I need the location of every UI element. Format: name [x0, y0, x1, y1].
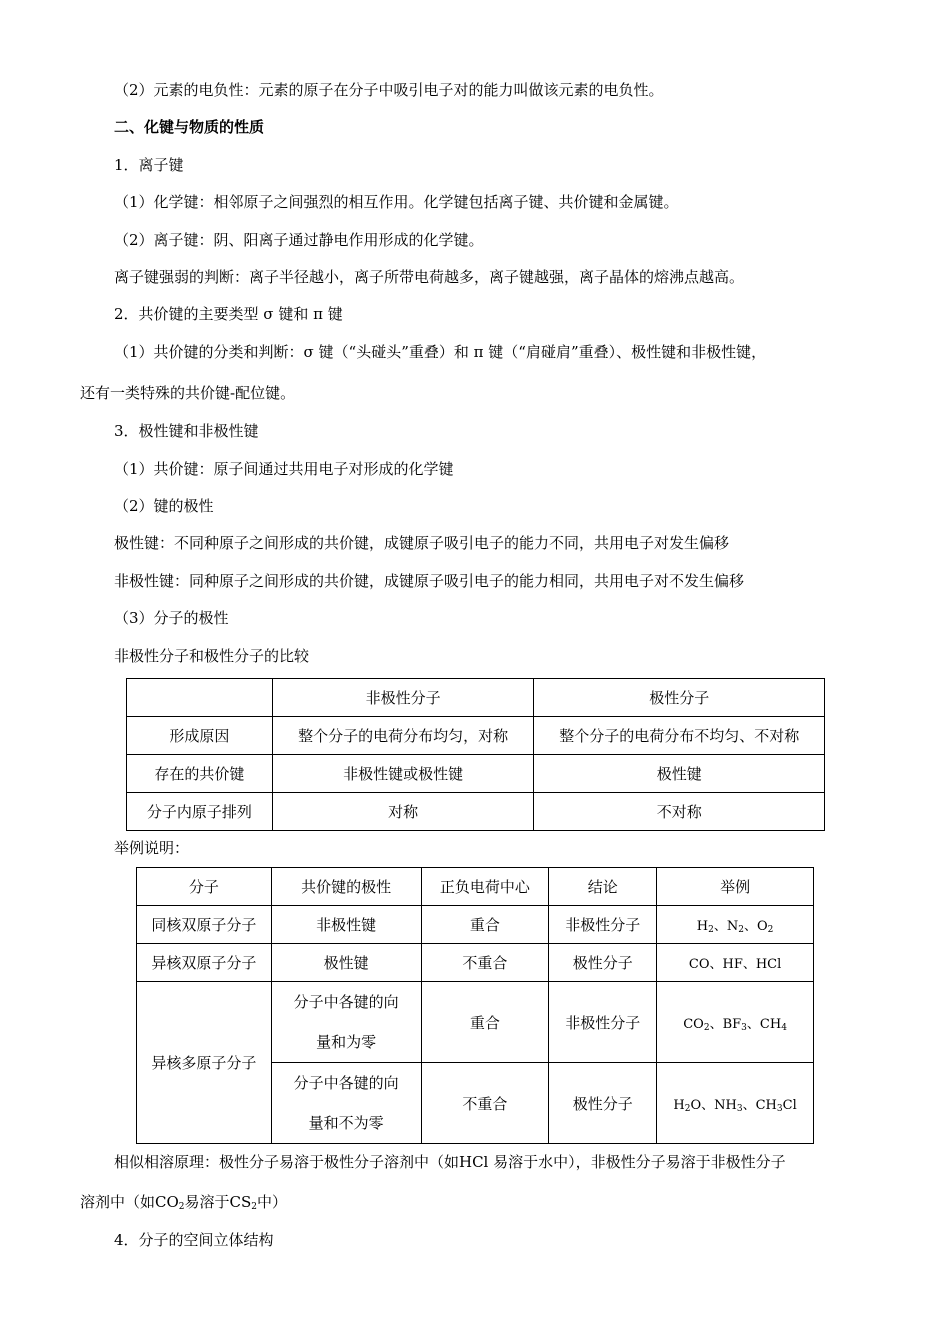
table-cell: 异核双原子分子 [137, 944, 272, 982]
table-cell: 重合 [421, 906, 549, 944]
table-cell: 极性分子 [549, 944, 657, 982]
table-cell: 极性键 [271, 944, 421, 982]
table-cell-formula: $H_2$、$N_2$、$O_2$ [657, 906, 814, 944]
text-line: 离子键强弱的判断：离子半径越小，离子所带电荷越多，离子键越强，离子晶体的熔沸点越高。 [114, 268, 745, 286]
table-cell: 极性键 [534, 755, 825, 793]
example-table [136, 867, 814, 1144]
table-cell: 不重合 [421, 944, 549, 982]
text-line: 相似相溶原理：极性分子易溶于极性分子溶剂中（如HCl 易溶于水中），非极性分子易溶于非极性分子 [114, 1153, 786, 1171]
text-line: 还有一类特殊的共价键-配位键。 [80, 384, 296, 402]
table-cell: 分子中各键的向 量和为零 [271, 982, 421, 1063]
table-cell: 异核多原子分子 [137, 982, 272, 1144]
subsection-heading: 1．离子键 [114, 156, 184, 174]
subsection-heading: 4．分子的空间立体结构 [114, 1231, 274, 1249]
table-header: 分子 [137, 868, 272, 906]
table-cell-formula: $H_2O$、$NH_3$、$CH_3Cl$ [657, 1063, 814, 1144]
table-cell: 形成原因 [127, 717, 273, 755]
table-cell: 整个分子的电荷分布不均匀、不对称 [534, 717, 825, 755]
table-cell: 整个分子的电荷分布均匀，对称 [272, 717, 534, 755]
table-header: 正负电荷中心 [421, 868, 549, 906]
table-cell: 非极性键 [271, 906, 421, 944]
text-line: （3）分子的极性 [114, 609, 229, 627]
table-cell: 对称 [272, 793, 534, 831]
table-header [127, 679, 273, 717]
table-header: 举例 [657, 868, 814, 906]
table-header: 非极性分子 [272, 679, 534, 717]
text-line: （1）共价键的分类和判断：σ 键（“头碰头”重叠）和 π 键（“肩碰肩”重叠）、极性键和非极性键， [114, 343, 767, 361]
table-cell-formula: $CO_2$、$BF_3$、$CH_4$ [657, 982, 814, 1063]
table-cell-formula: CO、HF、HCl [657, 944, 814, 982]
table-cell: 存在的共价键 [127, 755, 273, 793]
section-heading: 二、化键与物质的性质 [114, 118, 265, 136]
table-header: 结论 [549, 868, 657, 906]
text-line: （2）离子键：阴、阳离子通过静电作用形成的化学键。 [114, 231, 484, 249]
text-line: （1）共价键：原子间通过共用电子对形成的化学键 [114, 460, 454, 478]
text-line: 非极性分子和极性分子的比较 [114, 647, 310, 665]
table-cell: 不对称 [534, 793, 825, 831]
text-line: 举例说明： [114, 839, 190, 857]
table-cell: 极性分子 [549, 1063, 657, 1144]
table-cell: 同核双原子分子 [137, 906, 272, 944]
table-header: 共价键的极性 [271, 868, 421, 906]
subsection-heading: 2．共价键的主要类型 σ 键和 π 键 [114, 305, 343, 323]
comparison-table [126, 678, 825, 831]
table-cell: 不重合 [421, 1063, 549, 1144]
text-line: 非极性键：同种原子之间形成的共价键，成键原子吸引电子的能力相同，共用电子对不发生偏移 [114, 572, 745, 590]
table-cell: 非极性分子 [549, 982, 657, 1063]
table-cell: 分子中各键的向 量和不为零 [271, 1063, 421, 1144]
text-line: 极性键：不同种原子之间形成的共价键，成键原子吸引电子的能力不同，共用电子对发生偏移 [114, 534, 730, 552]
table-cell: 非极性分子 [549, 906, 657, 944]
text-line: （2）元素的电负性：元素的原子在分子中吸引电子对的能力叫做该元素的电负性。 [114, 81, 664, 99]
text-line: （1）化学键：相邻原子之间强烈的相互作用。化学键包括离子键、共价键和金属键。 [114, 193, 679, 211]
table-cell: 重合 [421, 982, 549, 1063]
table-cell: 分子内原子排列 [127, 793, 273, 831]
text-line: 溶剂中（如$CO_2$易溶于$CS_2$中） [80, 1193, 288, 1212]
table-cell: 非极性键或极性键 [272, 755, 534, 793]
table-header: 极性分子 [534, 679, 825, 717]
text-line: （2）键的极性 [114, 497, 214, 515]
subsection-heading: 3．极性键和非极性键 [114, 422, 259, 440]
